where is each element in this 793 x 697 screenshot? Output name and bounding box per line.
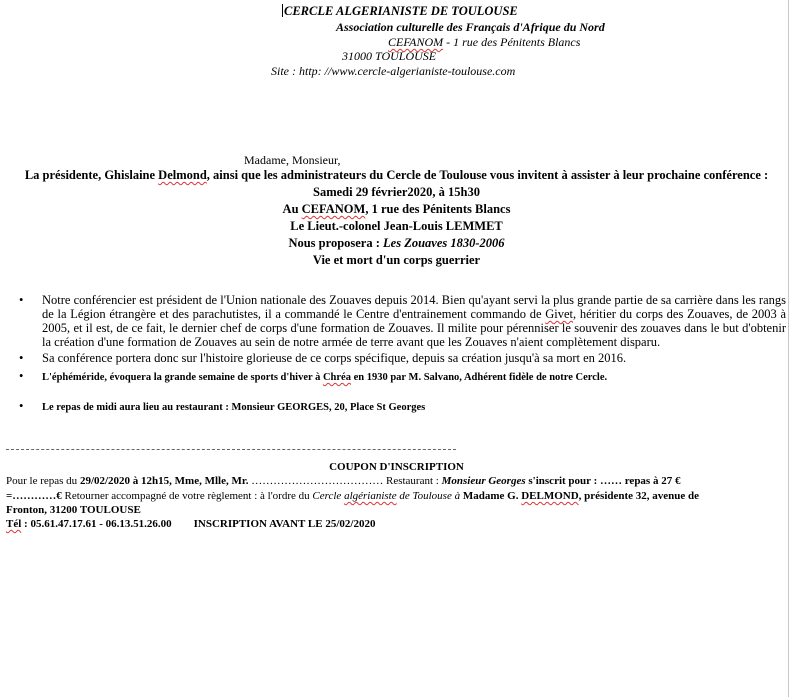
- org-website: Site : http: //www.cercle-algerianiste-toulouse.com: [271, 64, 516, 78]
- tel-word: Tél: [6, 518, 22, 530]
- event-topic-subtitle: Vie et mort d'un corps guerrier: [312, 253, 481, 267]
- org-subtitle: Association culturelle des Français d'Afrique du Nord: [336, 20, 605, 34]
- bullet-symbol: •: [19, 399, 24, 413]
- bullet-list: [14, 293, 786, 415]
- delmond-word: DELMOND: [521, 490, 579, 502]
- givet-word: Givet: [545, 307, 574, 321]
- bullet-speaker-bio: • Notre conférencier est président de l'Union nationale des Zouaves depuis 2014. Bien qu'ayant servi la plus grande partie de sa carrière dans les rangs de la Légion étrangère et des parachutistes, il a commandé le Centre d'entrainement commando de Givet, héritier du corps des Zouaves, de 2003 à 2005, et il est, de ce fait, le dernier chef de corps d'une formation de Zouaves. Il milite pour pérenniser le souvenir des zouaves dans le but d'obtenir la création d'une formation de Zouaves au sein de notre armée de terre avant que les Zouaves n'aient complètement disparu.: [19, 293, 786, 349]
- coupon-title: COUPON D'INSCRIPTION: [329, 461, 464, 473]
- bullet-conference-topic: • Sa conférence portera donc sur l'histoire glorieuse de ce corps spécifique, depuis sa création jusqu'à sa mort en 2016.: [19, 351, 627, 365]
- chrea-word: Chréa: [322, 372, 351, 383]
- bullet-symbol: •: [19, 351, 24, 365]
- event-speaker: Le Lieut.-colonel Jean-Louis LEMMET: [290, 219, 503, 233]
- page-right-edge: [788, 0, 789, 697]
- event-date: Samedi 29 février2020, à 15h30: [313, 185, 480, 199]
- topic-title: Les Zouaves 1830-2006: [383, 236, 505, 250]
- bullet-symbol: •: [19, 293, 24, 307]
- address-org-word: CEFANOM: [388, 35, 444, 49]
- coupon-line-3: Fronton, 31200 TOULOUSE: [6, 504, 141, 516]
- coupon-line-1: Pour le repas du 29/02/2020 à 12h15, Mme, Mlle, Mr. ……………………………… Restaurant : Monsieur Georges s'inscrit pour : …… repas à 27 €: [6, 475, 681, 487]
- algerianiste-word: algérianiste: [344, 490, 397, 502]
- org-address: CEFANOM - 1 rue des Pénitents Blancs: [388, 35, 581, 49]
- president-name: Delmond: [158, 168, 207, 182]
- event-topic: Nous proposera : Les Zouaves 1830-2006: [288, 236, 505, 250]
- bullet-symbol: •: [19, 369, 24, 383]
- place-org-word: CEFANOM: [301, 202, 366, 216]
- registration-deadline: INSCRIPTION AVANT LE 25/02/2020: [193, 518, 376, 530]
- coupon-line-4: Tél : 05.61.47.17.61 - 06.13.51.26.00 INSCRIPTION AVANT LE 25/02/2020: [6, 518, 376, 530]
- invitation-intro: La présidente, Ghislaine Delmond, ainsi que les administrateurs du Cercle de Toulouse vous invitent à assister à leur prochaine conférence :: [24, 168, 769, 182]
- bullet-ephemeris: • L'éphéméride, évoquera la grande semaine de sports d'hiver à Chréa en 1930 par M. Salvano, Adhérent fidèle de notre Cercle.: [19, 369, 608, 383]
- salutation: Madame, Monsieur,: [244, 153, 341, 167]
- event-place: Au CEFANOM, 1 rue des Pénitents Blancs: [282, 202, 511, 216]
- org-name: CERCLE ALGERIANISTE DE TOULOUSE: [284, 4, 518, 18]
- invitation-block: [0, 167, 793, 269]
- coupon-line-2: =…………€ Retourner accompagné de votre règlement : à l'ordre du Cercle algérianiste de Toulouse à Madame G. DELMOND, présidente 32, avenue de: [6, 490, 700, 502]
- text-cursor: [282, 4, 283, 17]
- restaurant-name: Monsieur Georges: [441, 475, 526, 487]
- org-city: 31000 TOULOUSE: [342, 49, 437, 63]
- bullet-lunch: • Le repas de midi aura lieu au restaurant : Monsieur GEORGES, 20, Place St Georges: [19, 399, 426, 413]
- coupon-separator: [6, 449, 456, 450]
